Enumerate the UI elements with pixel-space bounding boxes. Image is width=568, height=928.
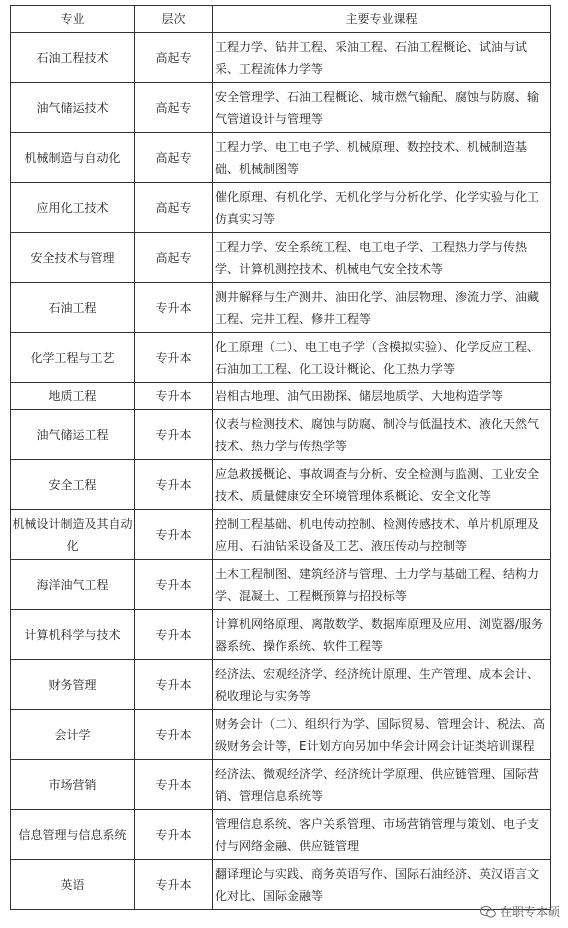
table-row: [11, 83, 551, 133]
major-cell: 油气储运技术: [11, 83, 135, 133]
major-cell: 海洋油气工程: [11, 560, 135, 610]
level-cell: 高起专: [135, 183, 213, 233]
level-cell: 专升本: [135, 610, 213, 660]
courses-cell: 计算机网络原理、离散数学、数据库原理及应用、浏览器/服务器系统、操作系统、软件工程等: [213, 610, 551, 660]
table-row: [11, 860, 551, 910]
courses-cell: 经济法、宏观经济学、经济统计原理、生产管理、成本会计、税收理论与实务等: [213, 660, 551, 710]
courses-cell: 工程力学、电工电子学、机械原理、数控技术、机械制造基础、机械制图等: [213, 133, 551, 183]
table-row: [11, 810, 551, 860]
courses-cell: 测井解释与生产测井、油田化学、油层物理、渗流力学、油藏工程、完井工程、修井工程等: [213, 283, 551, 333]
header-courses: 主要专业课程: [213, 6, 551, 33]
table-row: [11, 710, 551, 760]
major-cell: 石油工程: [11, 283, 135, 333]
courses-cell: 安全管理学、石油工程概论、城市燃气输配、腐蚀与防腐、输气管道设计与管理等: [213, 83, 551, 133]
table-row: [11, 610, 551, 660]
level-cell: 专升本: [135, 760, 213, 810]
table-row: [11, 133, 551, 183]
major-cell: 应用化工技术: [11, 183, 135, 233]
major-cell: 市场营销: [11, 760, 135, 810]
course-table: [10, 5, 551, 910]
courses-cell: 土木工程制图、建筑经济与管理、土力学与基础工程、结构力学、混凝土、工程概预算与招投标等: [213, 560, 551, 610]
major-cell: 安全工程: [11, 460, 135, 510]
courses-cell: 控制工程基础、机电传动控制、检测传感技术、单片机原理及应用、石油钻采设备及工艺、液压传动与控制等: [213, 510, 551, 560]
level-cell: 专升本: [135, 460, 213, 510]
courses-cell: 岩相古地理、油气田勘探、储层地质学、大地构造学等: [213, 383, 551, 410]
courses-cell: 管理信息系统、客户关系管理、市场营销管理与策划、电子支付与网络金融、供应链管理: [213, 810, 551, 860]
table-row: [11, 33, 551, 83]
table-row: [11, 510, 551, 560]
table-row: [11, 460, 551, 510]
level-cell: 专升本: [135, 560, 213, 610]
major-cell: 信息管理与信息系统: [11, 810, 135, 860]
table-row: [11, 333, 551, 383]
table-row: [11, 283, 551, 333]
courses-cell: 财务会计（二）、组织行为学、国际贸易、管理会计、税法、高级财务会计等，E计划方向另加中华会计网会计证类培训课程: [213, 710, 551, 760]
level-cell: 专升本: [135, 860, 213, 910]
courses-cell: 工程力学、安全系统工程、电工电子学、工程热力学与传热学、计算机测控技术、机械电气安全技术等: [213, 233, 551, 283]
table-row: [11, 383, 551, 410]
level-cell: 专升本: [135, 810, 213, 860]
courses-cell: 仪表与检测技术、腐蚀与防腐、制冷与低温技术、液化天然气技术、热力学与传热学等: [213, 410, 551, 460]
major-cell: 化学工程与工艺: [11, 333, 135, 383]
table-row: [11, 233, 551, 283]
level-cell: 专升本: [135, 660, 213, 710]
table-row: [11, 760, 551, 810]
level-cell: 高起专: [135, 83, 213, 133]
major-cell: 地质工程: [11, 383, 135, 410]
major-cell: 机械制造与自动化: [11, 133, 135, 183]
courses-cell: 催化原理、有机化学、无机化学与分析化学、化学实验与化工仿真实习等: [213, 183, 551, 233]
major-cell: 石油工程技术: [11, 33, 135, 83]
level-cell: 高起专: [135, 233, 213, 283]
header-level: 层次: [135, 6, 213, 33]
courses-cell: 翻译理论与实践、商务英语写作、国际石油经济、英汉语言文化对比、国际金融等: [213, 860, 551, 910]
major-cell: 财务管理: [11, 660, 135, 710]
table-row: [11, 410, 551, 460]
watermark: [480, 903, 560, 920]
major-cell: 计算机科学与技术: [11, 610, 135, 660]
table-row: [11, 660, 551, 710]
level-cell: 专升本: [135, 710, 213, 760]
major-cell: 英语: [11, 860, 135, 910]
table-row: [11, 560, 551, 610]
major-cell: 会计学: [11, 710, 135, 760]
level-cell: 专升本: [135, 383, 213, 410]
header-major: 专业: [11, 6, 135, 33]
courses-cell: 工程力学、钻井工程、采油工程、石油工程概论、试油与试采、工程流体力学等: [213, 33, 551, 83]
level-cell: 高起专: [135, 133, 213, 183]
major-cell: 机械设计制造及其自动化: [11, 510, 135, 560]
courses-cell: 化工原理（二）、电工电子学（含模拟实验）、化学反应工程、石油加工工程、化工设计概论、化工热力学等: [213, 333, 551, 383]
watermark-text: 在职专本硕: [499, 905, 560, 919]
level-cell: 专升本: [135, 333, 213, 383]
major-cell: 安全技术与管理: [11, 233, 135, 283]
courses-cell: 应急救援概论、事故调查与分析、安全检测与监测、工业安全技术、质量健康安全环境管理体系概论、安全文化等: [213, 460, 551, 510]
major-cell: 油气储运工程: [11, 410, 135, 460]
courses-cell: 经济法、微观经济学、经济统计学原理、供应链管理、国际营销、管理信息系统等: [213, 760, 551, 810]
level-cell: 专升本: [135, 410, 213, 460]
level-cell: 高起专: [135, 33, 213, 83]
level-cell: 专升本: [135, 510, 213, 560]
wechat-icon: [480, 905, 496, 919]
level-cell: 专升本: [135, 283, 213, 333]
table-row: [11, 183, 551, 233]
table-header-row: [11, 6, 551, 33]
